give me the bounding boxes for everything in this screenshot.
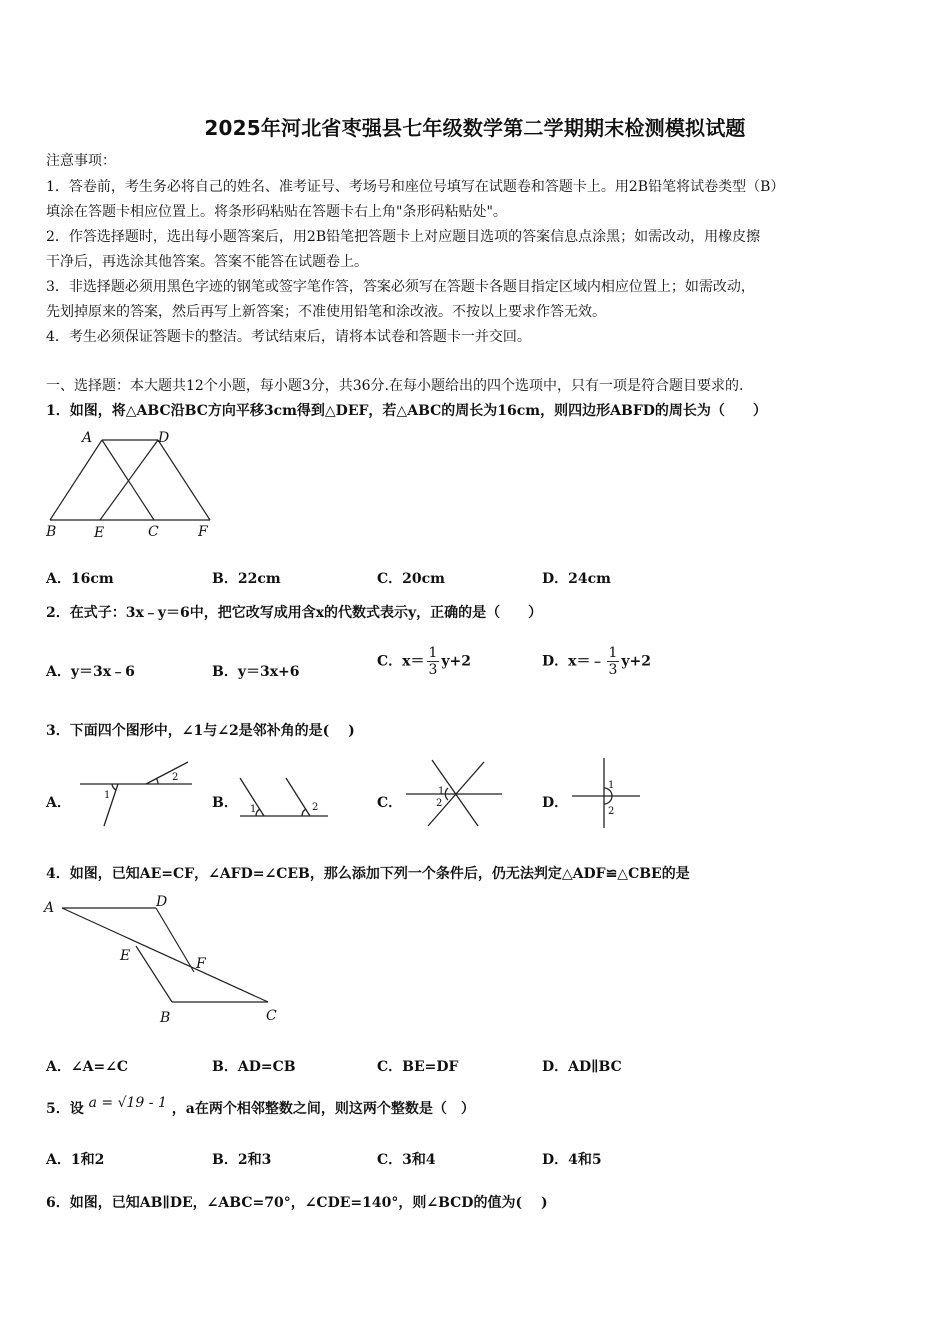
q2-d-frac-num: 1 <box>608 645 618 661</box>
q2-option-c-fraction <box>427 645 440 678</box>
q1-line-ab <box>50 440 102 520</box>
q4-option-c[interactable]: C．BE=DF <box>377 1059 459 1075</box>
q3-figure-c <box>402 754 506 830</box>
q5-option-c[interactable]: C．3和4 <box>377 1152 436 1168</box>
q2-option-a[interactable]: A．y＝3x﹣6 <box>46 664 135 680</box>
q1-option-a[interactable]: A．16cm <box>46 571 114 587</box>
q6-stem: 6．如图，已知AB∥DE，∠ABC=70°，∠CDE=140°，则∠BCD的值为( ) <box>46 1195 548 1211</box>
q3-figure-d <box>568 754 644 830</box>
notice-line-5: 3．非选择题必须用黑色字迹的钢笔或签字笔作答，答案必须写在答题卡各题目指定区域内相应位置上；如需改动， <box>46 279 755 295</box>
q3-a-label-2: 2 <box>172 772 179 783</box>
q1-line-ac <box>102 440 154 520</box>
notice-line-2: 填涂在答题卡相应位置上。将条形码粘贴在答题卡右上角"条形码粘贴处"。 <box>46 204 507 220</box>
q1-option-b[interactable]: B．22cm <box>212 571 281 587</box>
q2-d-frac-den: 3 <box>608 662 618 678</box>
q3-figure-a <box>76 756 196 830</box>
q3-d-label-2: 2 <box>608 806 615 817</box>
q2-c-frac-den: 3 <box>428 662 438 678</box>
q3-figure-b <box>236 772 332 822</box>
q2-stem: 2．在式子：3x﹣y＝6中，把它改写成用含x的代数式表示y，正确的是（ ） <box>46 605 543 621</box>
q2-option-c-prefix: C．x＝ <box>377 653 425 670</box>
q1-label-a: A <box>82 430 93 446</box>
q4-label-d: D <box>156 894 168 910</box>
q1-stem: 1．如图，将△ABC沿BC方向平移3cm得到△DEF，若△ABC的周长为16cm，则四边形ABFD的周长为（ ） <box>46 403 767 419</box>
q1-label-d: D <box>158 430 170 446</box>
q2-c-frac-num: 1 <box>428 645 438 661</box>
q3-option-c[interactable]: C． <box>377 795 403 811</box>
section-heading: 一、选择题：本大题共12个小题，每小题3分，共36分.在每小题给出的四个选项中，只有一项是符合题目要求的. <box>46 378 744 394</box>
q1-option-c[interactable]: C．20cm <box>377 571 445 587</box>
q4-label-a: A <box>44 900 55 916</box>
q2-option-d[interactable] <box>542 645 651 678</box>
notice-line-6: 先划掉原来的答案，然后再写上新答案；不准使用铅笔和涂改液。不按以上要求作答无效。 <box>46 304 606 320</box>
q1-figure <box>42 428 222 544</box>
page-title: 2025年河北省枣强县七年级数学第二学期期末检测模拟试题 <box>204 116 746 140</box>
q2-option-d-fraction <box>607 645 620 678</box>
q1-label-c: C <box>148 524 159 540</box>
q4-figure <box>42 890 292 1030</box>
notice-line-7: 4．考生必须保证答题卡的整洁。考试结束后，请将本试卷和答题卡一并交回。 <box>46 329 531 345</box>
q4-label-f: F <box>196 956 206 972</box>
q5-stem <box>46 1095 475 1118</box>
q2-option-c[interactable] <box>377 645 471 678</box>
q1-label-b: B <box>46 524 57 540</box>
notice-line-4: 干净后，再选涂其他答案。答案不能答在试题卷上。 <box>46 254 368 270</box>
q1-label-f: F <box>198 524 208 540</box>
notice-line-3: 2．作答选择题时，选出每小题答案后，用2B铅笔把答题卡上对应题目选项的答案信息点涂黑；如需改动，用橡皮擦 <box>46 229 761 245</box>
q4-option-d[interactable]: D．AD∥BC <box>542 1059 622 1075</box>
q4-label-e: E <box>120 948 131 964</box>
q5-stem-suffix: ，a在两个相邻整数之间，则这两个整数是（ ） <box>171 1101 475 1117</box>
q4-line-df <box>156 908 194 972</box>
q5-option-b[interactable]: B．2和3 <box>212 1152 272 1168</box>
q4-option-b[interactable]: B．AD=CB <box>212 1059 296 1075</box>
q3-option-a[interactable]: A． <box>46 795 71 811</box>
q3-a-label-1: 1 <box>104 790 111 801</box>
q3-c-label-1: 1 <box>438 786 445 797</box>
q3-b-label-1: 1 <box>250 804 257 815</box>
q4-option-a[interactable]: A．∠A=∠C <box>46 1059 129 1075</box>
q3-c-label-2: 2 <box>436 798 443 809</box>
q5-stem-prefix: 5．设 <box>46 1101 84 1117</box>
q2-option-d-prefix: D．x＝﹣ <box>542 653 605 670</box>
q2-option-c-suffix: y+2 <box>441 653 472 670</box>
q3-stem: 3．下面四个图形中，∠1与∠2是邻补角的是( ) <box>46 723 355 739</box>
q4-line-eb <box>136 946 172 1002</box>
q4-stem: 4．如图，已知AE=CF，∠AFD=∠CEB，那么添加下列一个条件后，仍无法判定△ADF≌△CBE的是 <box>46 866 690 882</box>
q1-line-de <box>100 440 158 520</box>
q4-label-b: B <box>160 1010 171 1026</box>
q3-d-label-1: 1 <box>608 780 615 791</box>
notice-heading: 注意事项： <box>46 153 116 169</box>
q3-b-label-2: 2 <box>312 802 319 813</box>
q2-option-d-suffix: y+2 <box>621 653 652 670</box>
q4-label-c: C <box>266 1008 277 1024</box>
q5-option-d[interactable]: D．4和5 <box>542 1152 602 1168</box>
q5-option-a[interactable]: A．1和2 <box>46 1152 105 1168</box>
q5-formula: a = √19 - 1 <box>88 1095 167 1111</box>
q3-option-d[interactable]: D． <box>542 795 569 811</box>
q3-option-b[interactable]: B． <box>212 795 238 811</box>
q1-line-df <box>158 440 210 520</box>
q2-option-b[interactable]: B．y＝3x+6 <box>212 664 300 680</box>
q1-label-e: E <box>94 525 105 541</box>
q1-option-d[interactable]: D．24cm <box>542 571 611 587</box>
notice-line-1: 1．答卷前，考生务必将自己的姓名、准考证号、考场号和座位号填写在试题卷和答题卡上。用2B铅笔将试卷类型（B） <box>46 179 785 195</box>
